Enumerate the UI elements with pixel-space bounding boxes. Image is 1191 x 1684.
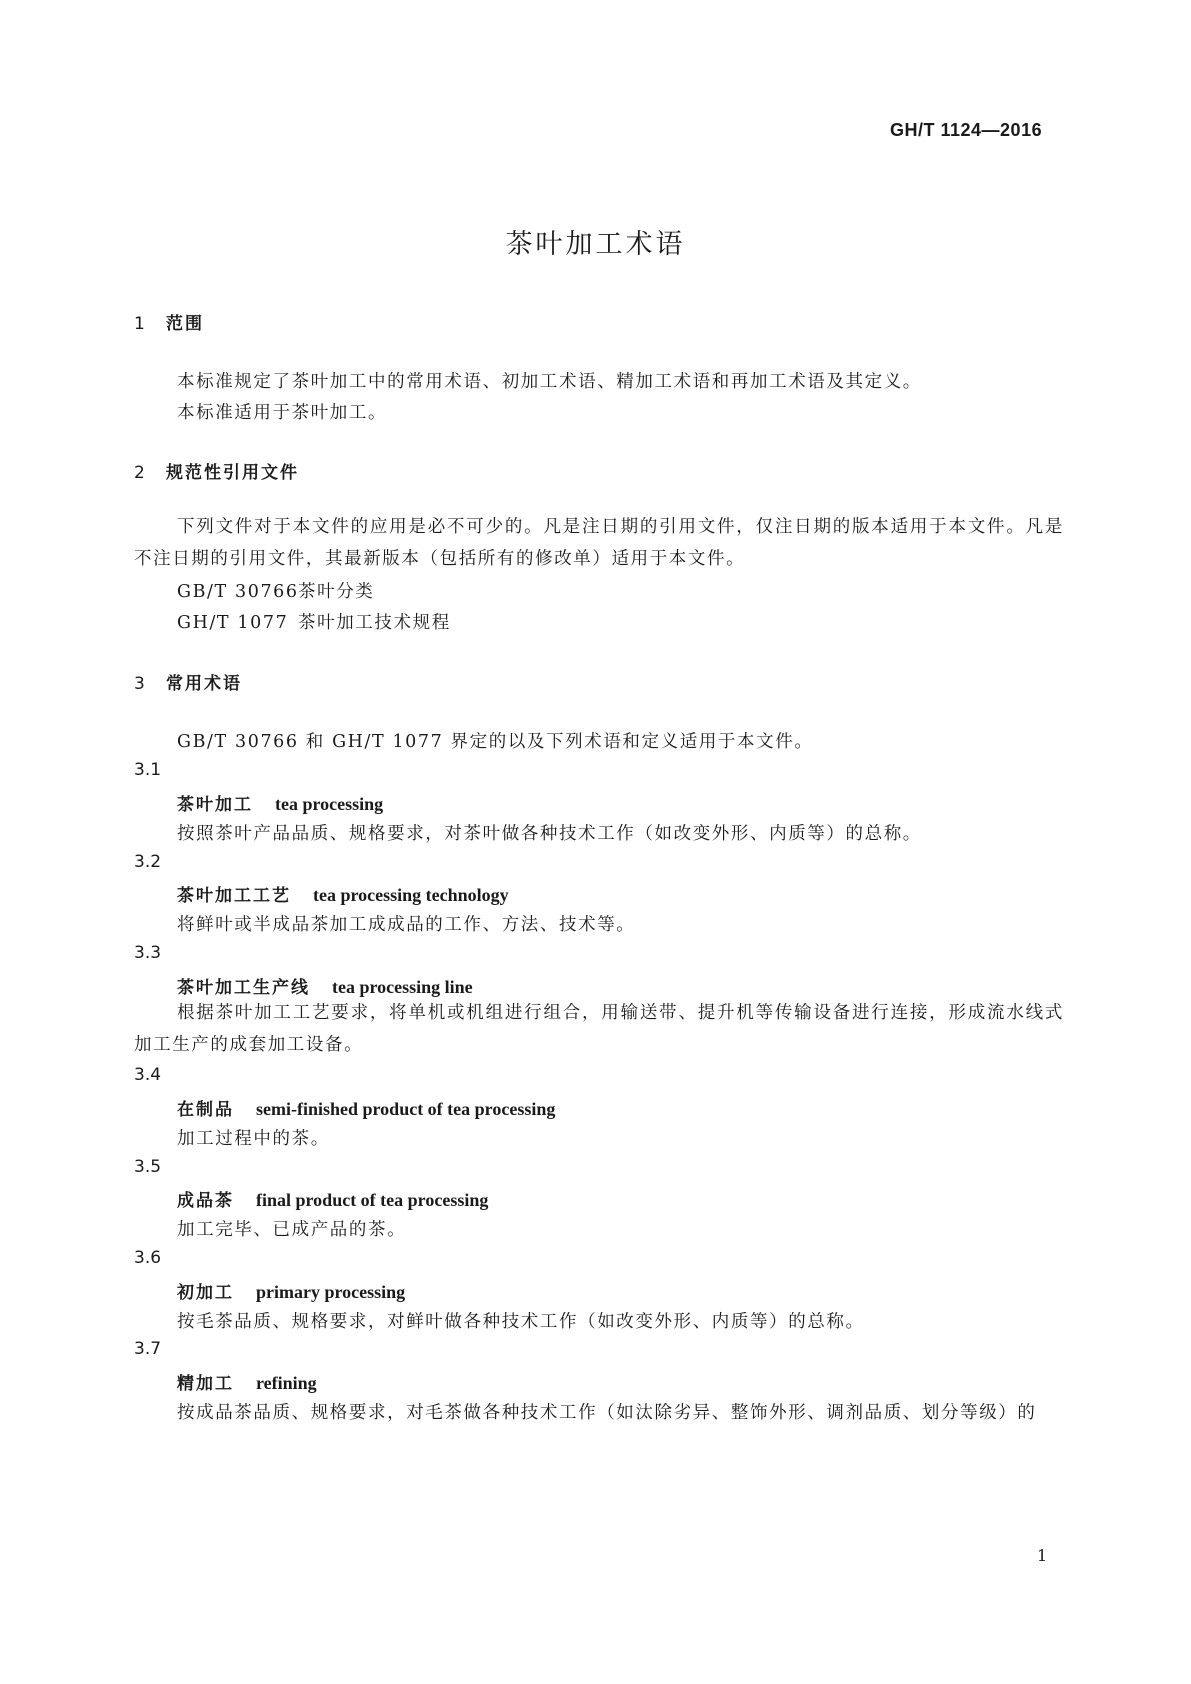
term-english: refining bbox=[256, 1373, 317, 1393]
term-chinese: 茶叶加工 bbox=[177, 795, 253, 815]
section-heading-normative-references bbox=[134, 458, 299, 483]
scope-paragraph-2: 本标准适用于茶叶加工。 bbox=[177, 403, 388, 423]
term-english: semi-finished product of tea processing bbox=[256, 1099, 556, 1119]
references-paragraph: 下列文件对于本文件的应用是必不可少的。凡是注日期的引用文件，仅注日期的版本适用于本文件。凡是不注日期的引用文件，其最新版本（包括所有的修改单）适用于本文件。 bbox=[134, 517, 1064, 569]
clause-number: 3.7 bbox=[134, 1339, 162, 1359]
term-english: tea processing technology bbox=[313, 885, 509, 905]
term-chinese: 在制品 bbox=[177, 1100, 234, 1120]
clause-number: 3.3 bbox=[134, 943, 162, 963]
section-number: 3 bbox=[134, 674, 147, 694]
term-definition: 按毛茶品质、规格要求，对鲜叶做各种技术工作（如改变外形、内质等）的总称。 bbox=[177, 1312, 865, 1332]
section-heading-common-terms bbox=[134, 669, 242, 694]
clause-number: 3.6 bbox=[134, 1248, 162, 1268]
term-heading bbox=[177, 1369, 317, 1394]
reference-title: 茶叶分类 bbox=[298, 582, 375, 602]
term-chinese: 茶叶加工生产线 bbox=[177, 978, 310, 998]
section-title: 规范性引用文件 bbox=[166, 463, 299, 483]
term-definition: 加工过程中的茶。 bbox=[177, 1129, 330, 1149]
term-heading bbox=[177, 1095, 555, 1120]
term-heading bbox=[177, 1278, 405, 1303]
term-definition: 加工完毕、已成产品的茶。 bbox=[177, 1220, 407, 1240]
term-definition: 按照茶叶产品品质、规格要求，对茶叶做各种技术工作（如改变外形、内质等）的总称。 bbox=[177, 824, 922, 844]
term-heading bbox=[177, 973, 473, 998]
clause-number: 3.5 bbox=[134, 1157, 162, 1177]
reference-code: GB/T 30766 bbox=[177, 582, 299, 602]
scope-paragraph-1: 本标准规定了茶叶加工中的常用术语、初加工术语、精加工术语和再加工术语及其定义。 bbox=[177, 372, 922, 392]
term-heading bbox=[177, 881, 509, 906]
section-heading-scope bbox=[134, 309, 204, 334]
reference-item bbox=[177, 578, 374, 603]
term-definition: 根据茶叶加工工艺要求，将单机或机组进行组合，用输送带、提升机等传输设备进行连接，形成流水线式加工生产的成套加工设备。 bbox=[134, 1003, 1064, 1055]
term-definition: 按成品茶品质、规格要求，对毛茶做各种技术工作（如汰除劣异、整饰外形、调剂品质、划分等级）的 bbox=[177, 1403, 1037, 1423]
term-heading bbox=[177, 790, 383, 815]
clause-number: 3.2 bbox=[134, 852, 162, 872]
term-chinese: 初加工 bbox=[177, 1283, 234, 1303]
terms-intro-paragraph: GB/T 30766 和 GH/T 1077 界定的以及下列术语和定义适用于本文件。 bbox=[177, 732, 814, 752]
page-number: 1 bbox=[1037, 1546, 1048, 1565]
reference-code: GH/T 1077 bbox=[177, 613, 289, 633]
standard-code: GH/T 1124—2016 bbox=[890, 120, 1043, 140]
term-chinese: 茶叶加工工艺 bbox=[177, 886, 291, 906]
document-title: 茶叶加工术语 bbox=[505, 229, 686, 260]
section-number: 1 bbox=[134, 314, 147, 334]
term-english: tea processing line bbox=[332, 977, 473, 997]
section-title: 范围 bbox=[166, 314, 204, 334]
section-title: 常用术语 bbox=[166, 674, 242, 694]
term-english: final product of tea processing bbox=[256, 1190, 489, 1210]
section-number: 2 bbox=[134, 463, 147, 483]
term-heading bbox=[177, 1186, 488, 1211]
term-definition: 将鲜叶或半成品茶加工成成品的工作、方法、技术等。 bbox=[177, 915, 636, 935]
clause-number: 3.4 bbox=[134, 1065, 162, 1085]
reference-item bbox=[177, 609, 451, 634]
term-chinese: 成品茶 bbox=[177, 1191, 234, 1211]
term-english: primary processing bbox=[256, 1282, 406, 1302]
term-chinese: 精加工 bbox=[177, 1374, 234, 1394]
clause-number: 3.1 bbox=[134, 760, 162, 780]
term-english: tea processing bbox=[275, 794, 384, 814]
reference-title: 茶叶加工技术规程 bbox=[298, 613, 451, 633]
